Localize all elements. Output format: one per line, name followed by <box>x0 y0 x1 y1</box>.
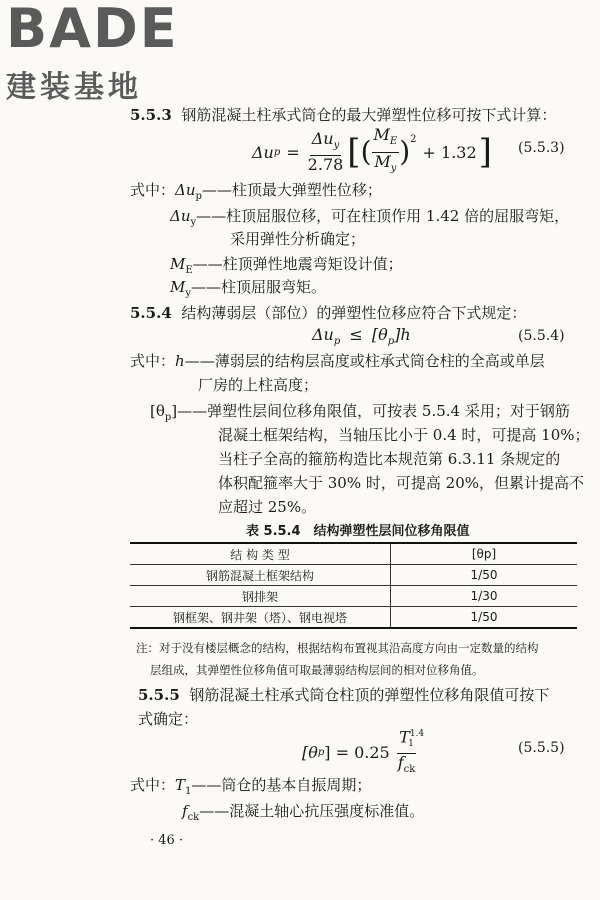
definition-fck: $f_{ck}——$混凝土轴心抗压强度标准值。 <box>182 802 425 823</box>
definition-theta: $[\theta_p]——$弹塑性层间位移角限值，可按表 5.5.4 采用；对于钢筋 <box>150 402 570 423</box>
section-5-5-5-heading-cont: 式确定： <box>138 710 199 728</box>
section-5-5-5-heading: 5.5.5 钢筋混凝土柱承式筒仓柱顶的弹塑性位移角限值可按下 <box>138 686 550 704</box>
table-cell: 钢排架 <box>130 586 391 607</box>
equation-5-5-3: Δu p = $\frac{\Delta u_y}{2.78}$ [ ( $\frac{M_E}{M_y}$ ) $^2$ + 1.32 ] <box>252 125 492 175</box>
section-5-5-3-heading <box>130 104 556 126</box>
table-cell: 1/50 <box>391 607 578 629</box>
drift-limit-table <box>130 542 577 629</box>
definition-theta-line: 当柱子全高的箍筋构造比本规范第 6.3.11 条规定的 <box>218 450 561 468</box>
table-header-row <box>130 543 577 565</box>
definition-theta-line: 应超过 25%。 <box>218 498 317 516</box>
table-cell: 钢框架、钢井架（塔）、钢电视塔 <box>130 607 391 629</box>
definition-me: $M_E——$柱顶弹性地震弯矩设计值； <box>170 255 403 276</box>
table-note: 注：对于没有楼层概念的结构，根据结构布置视其沿高度方向由一定数量的结构 <box>136 641 539 655</box>
equation-5-5-5: [θ p ] = 0.25 $\frac{T^{1.4}_1}{f_{ck}}$ <box>302 730 417 774</box>
equation-number: (5.5.4) <box>518 328 565 344</box>
table-row <box>130 586 577 607</box>
brand-logo: BADE <box>6 0 179 60</box>
table-cell: 1/30 <box>391 586 578 607</box>
table-row <box>130 565 577 586</box>
table-cell: 1/50 <box>470 568 498 582</box>
definition-my: $M_y——$柱顶屈服弯矩。 <box>170 278 327 299</box>
definition-continuation: 采用弹性分析确定； <box>230 230 366 248</box>
equation-5-5-4: $\Delta u_p \le [\theta_p]h$ <box>312 325 411 348</box>
definition-theta-line: 体积配箍率大于 30% 时，可提高 20%，但累计提高不 <box>218 474 584 492</box>
equation-number: (5.5.3) <box>518 140 565 156</box>
section-number: 5.5.3 <box>130 106 172 124</box>
definition-h-cont: 厂房的上柱高度； <box>198 376 319 394</box>
table-note-cont: 层组成，其弹塑性位移角值可取最薄弱结构层间的相对位移角值。 <box>150 663 484 677</box>
where-label: 式中：$\Delta u_p——$柱顶最大弹塑性位移； <box>130 181 382 202</box>
table-header-cell: [θp] <box>391 543 578 565</box>
brand-subtitle: 建装基地 <box>6 70 142 105</box>
definition-h: 式中：h——薄弱层的结构层高度或柱承式筒仓柱的全高或单层 <box>130 352 545 370</box>
definition-t1: 式中：$T_1——$筒仓的基本自振周期； <box>130 776 372 797</box>
section-title: 钢筋混凝土柱承式筒仓的最大弹塑性位移可按下式计算： <box>181 106 557 124</box>
definition-delta-uy: $\Delta u_y——$柱顶屈服位移，可在柱顶作用 1.42 倍的屈服弯矩， <box>170 207 570 228</box>
definition-theta-line: 混凝土框架结构，当轴压比小于 0.4 时，可提高 10%； <box>218 426 590 444</box>
section-5-5-4-heading: 5.5.4 结构薄弱层（部位）的弹塑性位移应符合下式规定： <box>130 304 527 322</box>
table-cell: 钢筋混凝土框架结构 <box>130 565 391 586</box>
table-caption: 表 5.5.4 结构弹塑性层间位移角限值 <box>246 524 470 539</box>
page-number: · 46 · <box>150 833 184 848</box>
equation-number: (5.5.5) <box>518 740 565 756</box>
table-row <box>130 607 577 629</box>
table-header-cell: 结 构 类 型 <box>130 543 391 565</box>
